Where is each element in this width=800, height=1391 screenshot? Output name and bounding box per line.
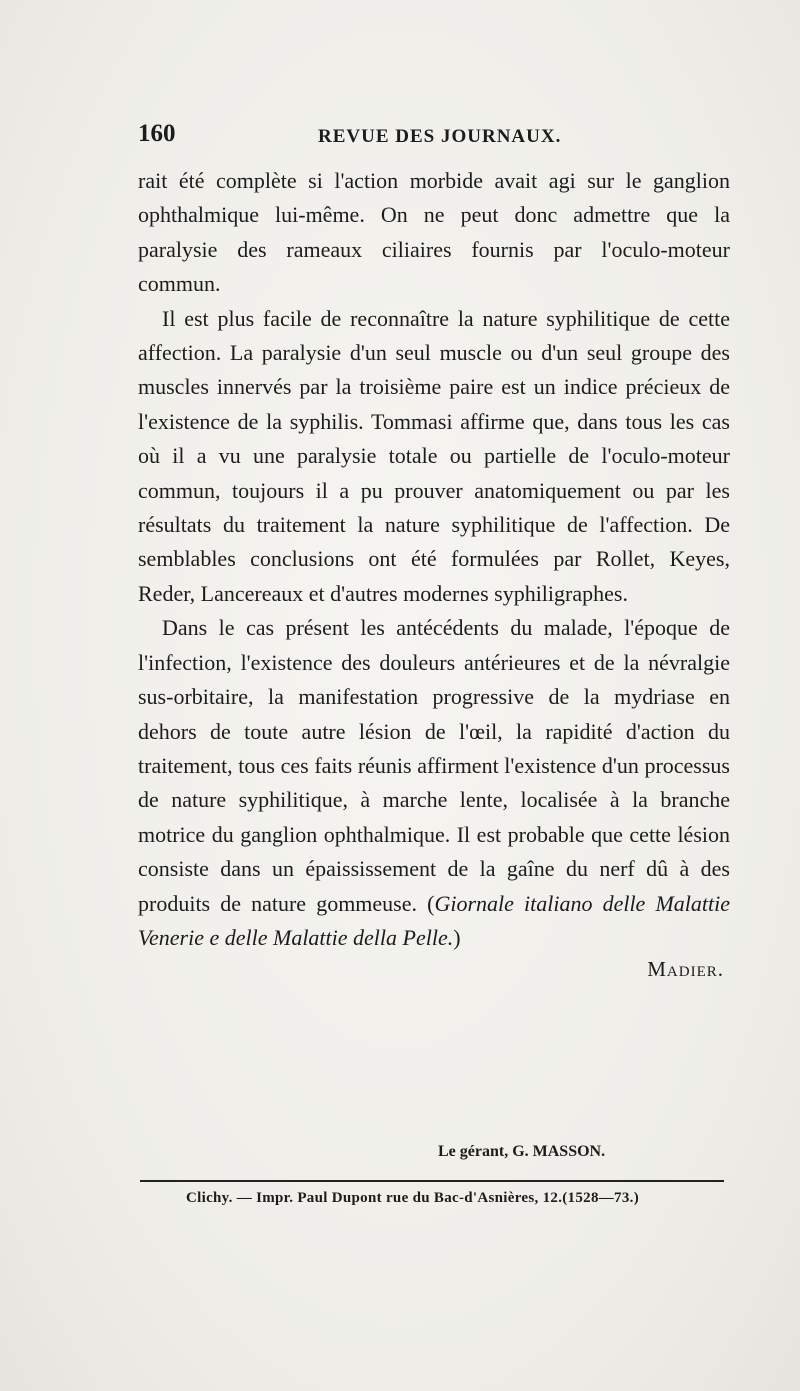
page-header — [138, 120, 730, 154]
citation-close: ) — [453, 924, 461, 950]
printer-imprint: Clichy. — Impr. Paul Dupont rue du Bac-d'Asnières, 12.(1528—73.) — [186, 1190, 639, 1206]
page-number: 160 — [138, 120, 176, 147]
paragraph-syphilis-nature: Il est plus facile de reconnaître la nature syphilitique de cette affection. La paralysie d'un seul muscle ou d'un seul groupe des muscles innervés par la troisième paire est un indice précieux de l'existence de la syphilis. Tommasi affirme que, dans tous les cas où il a vu une paralysie totale ou partielle de l'oculo-moteur commun, toujours il a pu prouver anatomiquement ou par les résultats du traitement la nature syphilitique de l'affection. De semblables conclusions ont été formulées par Rollet, Keyes, Reder, Lancereaux et d'autres modernes syphiligraphes. — [138, 305, 730, 606]
footer-rule — [140, 1180, 724, 1182]
running-title: REVUE DES JOURNAUX. — [318, 126, 562, 147]
paragraph-present-case-text: Dans le cas présent les antécédents du malade, l'époque de l'infection, l'existence des douleurs antérieures et de la névralgie sus-orbitaire, la manifestation progressive de la mydriase en dehors de toute autre lésion de l'œil, la rapidité d'action du traitement, tous ces faits réunis affirment l'existence d'un processus de nature syphilitique, à marche lente, localisée à la branche motrice du ganglion ophthalmique. Il est probable que cette lésion consiste dans un épaississement de la gaîne du nerf dû à des produits de nature gommeuse. ( — [138, 615, 730, 916]
paragraph-continuation: rait été complète si l'action morbide avait agi sur le ganglion ophthalmique lui-même. On ne peut donc admettre que la paralysie des rameaux ciliaires fournis par l'oculo-moteur commun. — [138, 168, 730, 297]
author-signature: Madier. — [647, 957, 724, 981]
article-body — [138, 164, 730, 955]
paragraph-present-case — [138, 611, 730, 955]
journal-citation: Giornale italiano delle Malattie Venerie e delle Malattie della Pelle. — [138, 890, 730, 950]
gerant-line: Le gérant, G. MASSON. — [438, 1143, 606, 1160]
